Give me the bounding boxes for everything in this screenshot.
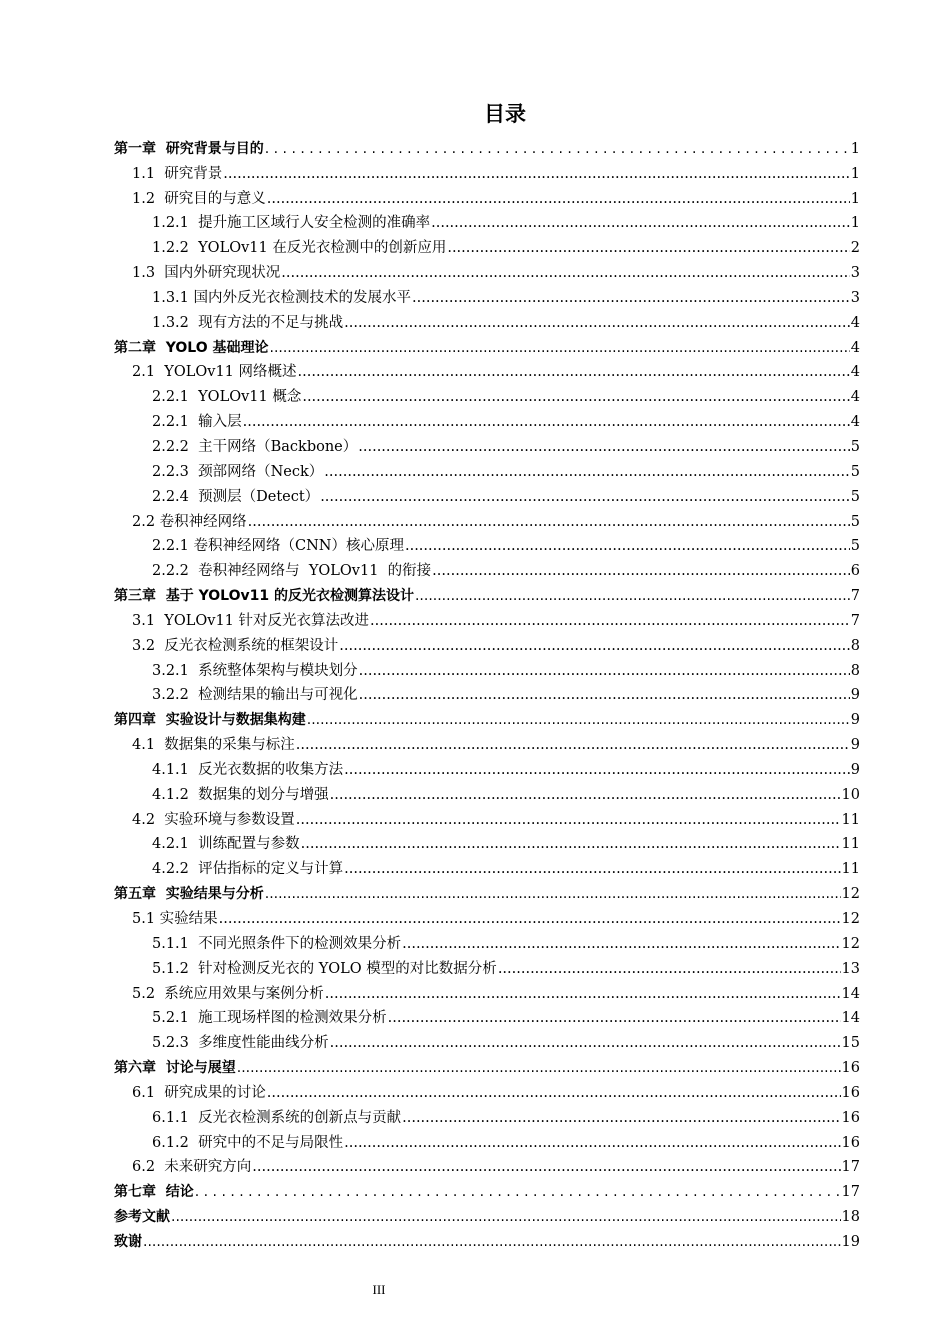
toc-entry[interactable] xyxy=(114,730,860,755)
toc-entry[interactable] xyxy=(114,705,860,730)
toc-dot-leader xyxy=(359,685,850,705)
toc-entry-label: 6.1.2 研究中的不足与局限性 xyxy=(152,1134,344,1151)
toc-entry[interactable] xyxy=(114,954,860,979)
toc-dot-leader xyxy=(265,139,850,159)
toc-entry-page: 4 xyxy=(850,389,860,406)
toc-entry-page: 4 xyxy=(850,364,860,381)
toc-dot-leader xyxy=(237,1058,841,1078)
toc-entry[interactable] xyxy=(114,1028,860,1053)
toc-entry[interactable] xyxy=(114,780,860,805)
toc-entry-label: 5.1 实验结果 xyxy=(132,911,218,927)
toc-entry[interactable] xyxy=(114,805,860,830)
toc-entry-label: 第六章 讨论与展望 xyxy=(114,1060,236,1077)
toc-entry[interactable] xyxy=(114,507,860,532)
toc-entry-label: 第五章 实验结果与分析 xyxy=(114,886,264,903)
toc-dot-leader xyxy=(431,213,850,233)
toc-entry-page: 19 xyxy=(841,1233,860,1250)
toc-entry-page: 1 xyxy=(850,140,860,157)
toc-dot-leader xyxy=(405,536,850,556)
toc-entry[interactable] xyxy=(114,482,860,507)
toc-entry-page: 3 xyxy=(850,265,860,282)
toc-entry-label: 2.2.2 主干网络（Backbone） xyxy=(152,438,358,455)
toc-entry-label: 6.1.1 反光衣检测系统的创新点与贡献 xyxy=(152,1109,402,1126)
toc-entry-label: 参考文献 xyxy=(114,1209,170,1226)
toc-entry-page: 11 xyxy=(841,836,860,853)
toc-entry-page: 8 xyxy=(850,662,860,679)
toc-entry-label: 3.1 YOLOv11 针对反光衣算法改进 xyxy=(132,612,370,629)
toc-dot-leader xyxy=(339,636,849,656)
toc-dot-leader xyxy=(324,462,849,482)
toc-dot-leader xyxy=(267,189,850,209)
toc-dot-leader xyxy=(432,561,850,581)
toc-entry-page: 2 xyxy=(850,240,860,257)
toc-entry-page: 12 xyxy=(841,935,860,952)
toc-entry[interactable] xyxy=(114,407,860,432)
toc-entry[interactable] xyxy=(114,929,860,954)
toc-dot-leader xyxy=(296,810,841,830)
toc-entry-page: 1 xyxy=(850,165,860,182)
toc-entry-label: 6.1 研究成果的讨论 xyxy=(132,1084,266,1101)
toc-dot-leader xyxy=(344,760,850,780)
toc-entry-page: 14 xyxy=(841,985,860,1002)
toc-entry-label: 1.3.1 国内外反光衣检测技术的发展水平 xyxy=(152,289,412,306)
toc-dot-leader xyxy=(296,735,850,755)
toc-entry-label: 2.2.1 卷积神经网络（CNN）核心原理 xyxy=(152,538,404,555)
toc-entry-page: 16 xyxy=(841,1134,860,1151)
toc-entry-label: 2.2.1 YOLOv11 概念 xyxy=(152,389,302,406)
toc-entry-page: 5 xyxy=(850,538,860,555)
toc-entry[interactable] xyxy=(114,134,860,159)
toc-entry-label: 1.2 研究目的与意义 xyxy=(132,190,266,207)
toc-entry[interactable] xyxy=(114,979,860,1004)
toc-entry-page: 11 xyxy=(841,811,860,828)
toc-entry[interactable] xyxy=(114,184,860,209)
table-of-contents xyxy=(114,134,860,1252)
toc-entry-label: 1.2.2 YOLOv11 在反光衣检测中的创新应用 xyxy=(152,240,447,257)
toc-entry-page: 16 xyxy=(841,1060,860,1077)
toc-dot-leader xyxy=(270,338,850,358)
toc-entry-page: 18 xyxy=(841,1209,860,1226)
toc-dot-leader xyxy=(447,238,849,258)
toc-dot-leader xyxy=(344,1133,840,1153)
toc-entry-page: 16 xyxy=(841,1084,860,1101)
toc-entry[interactable] xyxy=(114,457,860,482)
toc-entry-label: 第七章 结论 xyxy=(114,1184,194,1201)
toc-entry-label: 5.2 系统应用效果与案例分析 xyxy=(132,985,324,1002)
toc-entry-label: 3.2.1 系统整体架构与模块划分 xyxy=(152,662,358,679)
toc-entry[interactable] xyxy=(114,358,860,383)
toc-dot-leader xyxy=(344,859,840,879)
toc-entry-label: 第四章 实验设计与数据集构建 xyxy=(114,712,306,729)
toc-entry[interactable] xyxy=(114,382,860,407)
toc-entry-label: 4.2 实验环境与参数设置 xyxy=(132,811,295,828)
toc-dot-leader xyxy=(243,412,850,432)
toc-dot-leader xyxy=(307,710,850,730)
toc-entry-label: 4.1.2 数据集的划分与增强 xyxy=(152,786,329,803)
toc-entry[interactable] xyxy=(114,904,860,929)
toc-entry[interactable] xyxy=(114,1004,860,1029)
toc-dot-leader xyxy=(267,1083,841,1103)
toc-entry-page: 11 xyxy=(841,861,860,878)
toc-entry[interactable] xyxy=(114,879,860,904)
toc-entry-label: 3.2.2 检测结果的输出与可视化 xyxy=(152,687,358,704)
page-title: 目录 xyxy=(484,102,526,126)
toc-entry[interactable] xyxy=(114,1202,860,1227)
toc-entry[interactable] xyxy=(114,631,860,656)
toc-entry[interactable] xyxy=(114,1103,860,1128)
toc-entry[interactable] xyxy=(114,432,860,457)
toc-entry-page: 12 xyxy=(841,911,860,927)
toc-entry[interactable] xyxy=(114,581,860,606)
toc-entry-label: 3.2 反光衣检测系统的框架设计 xyxy=(132,637,339,654)
toc-entry[interactable] xyxy=(114,333,860,358)
toc-entry-label: 5.2.1 施工现场样图的检测效果分析 xyxy=(152,1010,387,1027)
toc-dot-leader xyxy=(281,263,849,283)
toc-entry-page: 9 xyxy=(850,712,860,729)
toc-entry[interactable] xyxy=(114,606,860,631)
toc-entry-page: 5 xyxy=(850,463,860,480)
toc-entry-page: 4 xyxy=(850,339,860,356)
toc-entry[interactable] xyxy=(114,755,860,780)
toc-entry-page: 12 xyxy=(841,886,860,903)
toc-entry-label: 第二章 YOLO 基础理论 xyxy=(114,339,269,356)
toc-entry[interactable] xyxy=(114,1128,860,1153)
toc-entry[interactable] xyxy=(114,1177,860,1202)
toc-entry-label: 1.3 国内外研究现状况 xyxy=(132,265,281,282)
toc-dot-leader xyxy=(330,785,841,805)
toc-entry[interactable] xyxy=(114,283,860,308)
toc-dot-leader xyxy=(412,288,850,308)
toc-entry-label: 1.1 研究背景 xyxy=(132,165,223,182)
toc-dot-leader xyxy=(195,1182,841,1202)
toc-dot-leader xyxy=(265,884,841,904)
toc-dot-leader xyxy=(498,959,841,979)
toc-dot-leader xyxy=(370,611,850,631)
toc-entry-label: 第一章 研究背景与目的 xyxy=(114,140,264,157)
toc-entry[interactable] xyxy=(114,1227,860,1252)
toc-entry[interactable] xyxy=(114,830,860,855)
toc-dot-leader xyxy=(388,1008,841,1028)
toc-entry-page: 13 xyxy=(841,960,860,977)
toc-dot-leader xyxy=(143,1232,841,1252)
toc-dot-leader xyxy=(171,1207,841,1227)
toc-entry-page: 4 xyxy=(850,414,860,431)
toc-entry-page: 4 xyxy=(850,314,860,331)
toc-entry[interactable] xyxy=(114,656,860,681)
toc-entry[interactable] xyxy=(114,1153,860,1178)
toc-entry-page: 9 xyxy=(850,737,860,754)
toc-entry-page: 5 xyxy=(850,488,860,505)
page-number: III xyxy=(372,1282,386,1297)
toc-entry-page: 5 xyxy=(850,513,860,530)
toc-entry[interactable] xyxy=(114,233,860,258)
toc-entry[interactable] xyxy=(114,159,860,184)
toc-entry-page: 5 xyxy=(850,438,860,455)
toc-dot-leader xyxy=(219,909,841,929)
toc-entry-page: 1 xyxy=(850,215,860,232)
toc-entry-label: 5.1.2 针对检测反光衣的 YOLO 模型的对比数据分析 xyxy=(152,960,497,977)
toc-entry[interactable] xyxy=(114,209,860,234)
toc-entry[interactable] xyxy=(114,681,860,706)
toc-entry-page: 8 xyxy=(850,637,860,654)
toc-entry-page: 3 xyxy=(850,289,860,306)
toc-entry-page: 10 xyxy=(841,786,860,803)
toc-entry-label: 2.2.2 卷积神经网络与 YOLOv11 的衔接 xyxy=(152,563,432,580)
toc-entry-label: 4.2.2 评估指标的定义与计算 xyxy=(152,861,344,878)
toc-entry-page: 17 xyxy=(841,1159,860,1176)
toc-entry[interactable] xyxy=(114,1053,860,1078)
toc-entry[interactable] xyxy=(114,308,860,333)
toc-entry-page: 14 xyxy=(841,1010,860,1027)
toc-entry-page: 17 xyxy=(841,1184,860,1201)
toc-entry[interactable] xyxy=(114,532,860,557)
toc-entry-label: 6.2 未来研究方向 xyxy=(132,1159,252,1176)
toc-dot-leader xyxy=(301,834,841,854)
toc-dot-leader xyxy=(344,313,850,333)
toc-entry-page: 7 xyxy=(850,612,860,629)
toc-entry-page: 6 xyxy=(850,563,860,580)
toc-dot-leader xyxy=(358,437,850,457)
toc-dot-leader xyxy=(325,984,841,1004)
toc-entry-label: 5.1.1 不同光照条件下的检测效果分析 xyxy=(152,935,402,952)
toc-entry-label: 2.2.3 颈部网络（Neck） xyxy=(152,463,324,480)
toc-dot-leader xyxy=(298,362,850,382)
toc-dot-leader xyxy=(330,1033,841,1053)
toc-entry[interactable] xyxy=(114,1078,860,1103)
toc-dot-leader xyxy=(223,164,849,184)
toc-entry[interactable] xyxy=(114,854,860,879)
toc-entry-label: 1.2.1 提升施工区域行人安全检测的准确率 xyxy=(152,215,431,232)
toc-entry-page: 1 xyxy=(850,190,860,207)
toc-entry-label: 4.1.1 反光衣数据的收集方法 xyxy=(152,761,344,778)
toc-entry-label: 4.2.1 训练配置与参数 xyxy=(152,836,300,853)
toc-entry-label: 2.1 YOLOv11 网络概述 xyxy=(132,364,297,381)
toc-dot-leader xyxy=(415,586,850,606)
toc-entry-label: 4.1 数据集的采集与标注 xyxy=(132,737,295,754)
toc-dot-leader xyxy=(402,1108,840,1128)
toc-entry-label: 1.3.2 现有方法的不足与挑战 xyxy=(152,314,344,331)
toc-entry-label: 第三章 基于 YOLOv11 的反光衣检测算法设计 xyxy=(114,588,414,605)
toc-entry-page: 16 xyxy=(841,1109,860,1126)
toc-entry-page: 9 xyxy=(850,687,860,704)
toc-dot-leader xyxy=(402,934,840,954)
toc-entry[interactable] xyxy=(114,258,860,283)
toc-dot-leader xyxy=(302,387,849,407)
toc-entry-label: 2.2 卷积神经网络 xyxy=(132,513,247,530)
toc-entry-page: 7 xyxy=(850,588,860,605)
toc-entry[interactable] xyxy=(114,556,860,581)
toc-dot-leader xyxy=(320,487,850,507)
toc-entry-page: 9 xyxy=(850,761,860,778)
toc-entry-label: 5.2.3 多维度性能曲线分析 xyxy=(152,1035,329,1052)
toc-dot-leader xyxy=(248,512,850,532)
toc-dot-leader xyxy=(252,1157,840,1177)
toc-dot-leader xyxy=(359,661,850,681)
toc-entry-page: 15 xyxy=(841,1035,860,1052)
toc-entry-label: 2.2.4 预测层（Detect） xyxy=(152,488,320,505)
toc-entry-label: 致谢 xyxy=(114,1233,142,1250)
toc-entry-label: 2.2.1 输入层 xyxy=(152,414,242,431)
